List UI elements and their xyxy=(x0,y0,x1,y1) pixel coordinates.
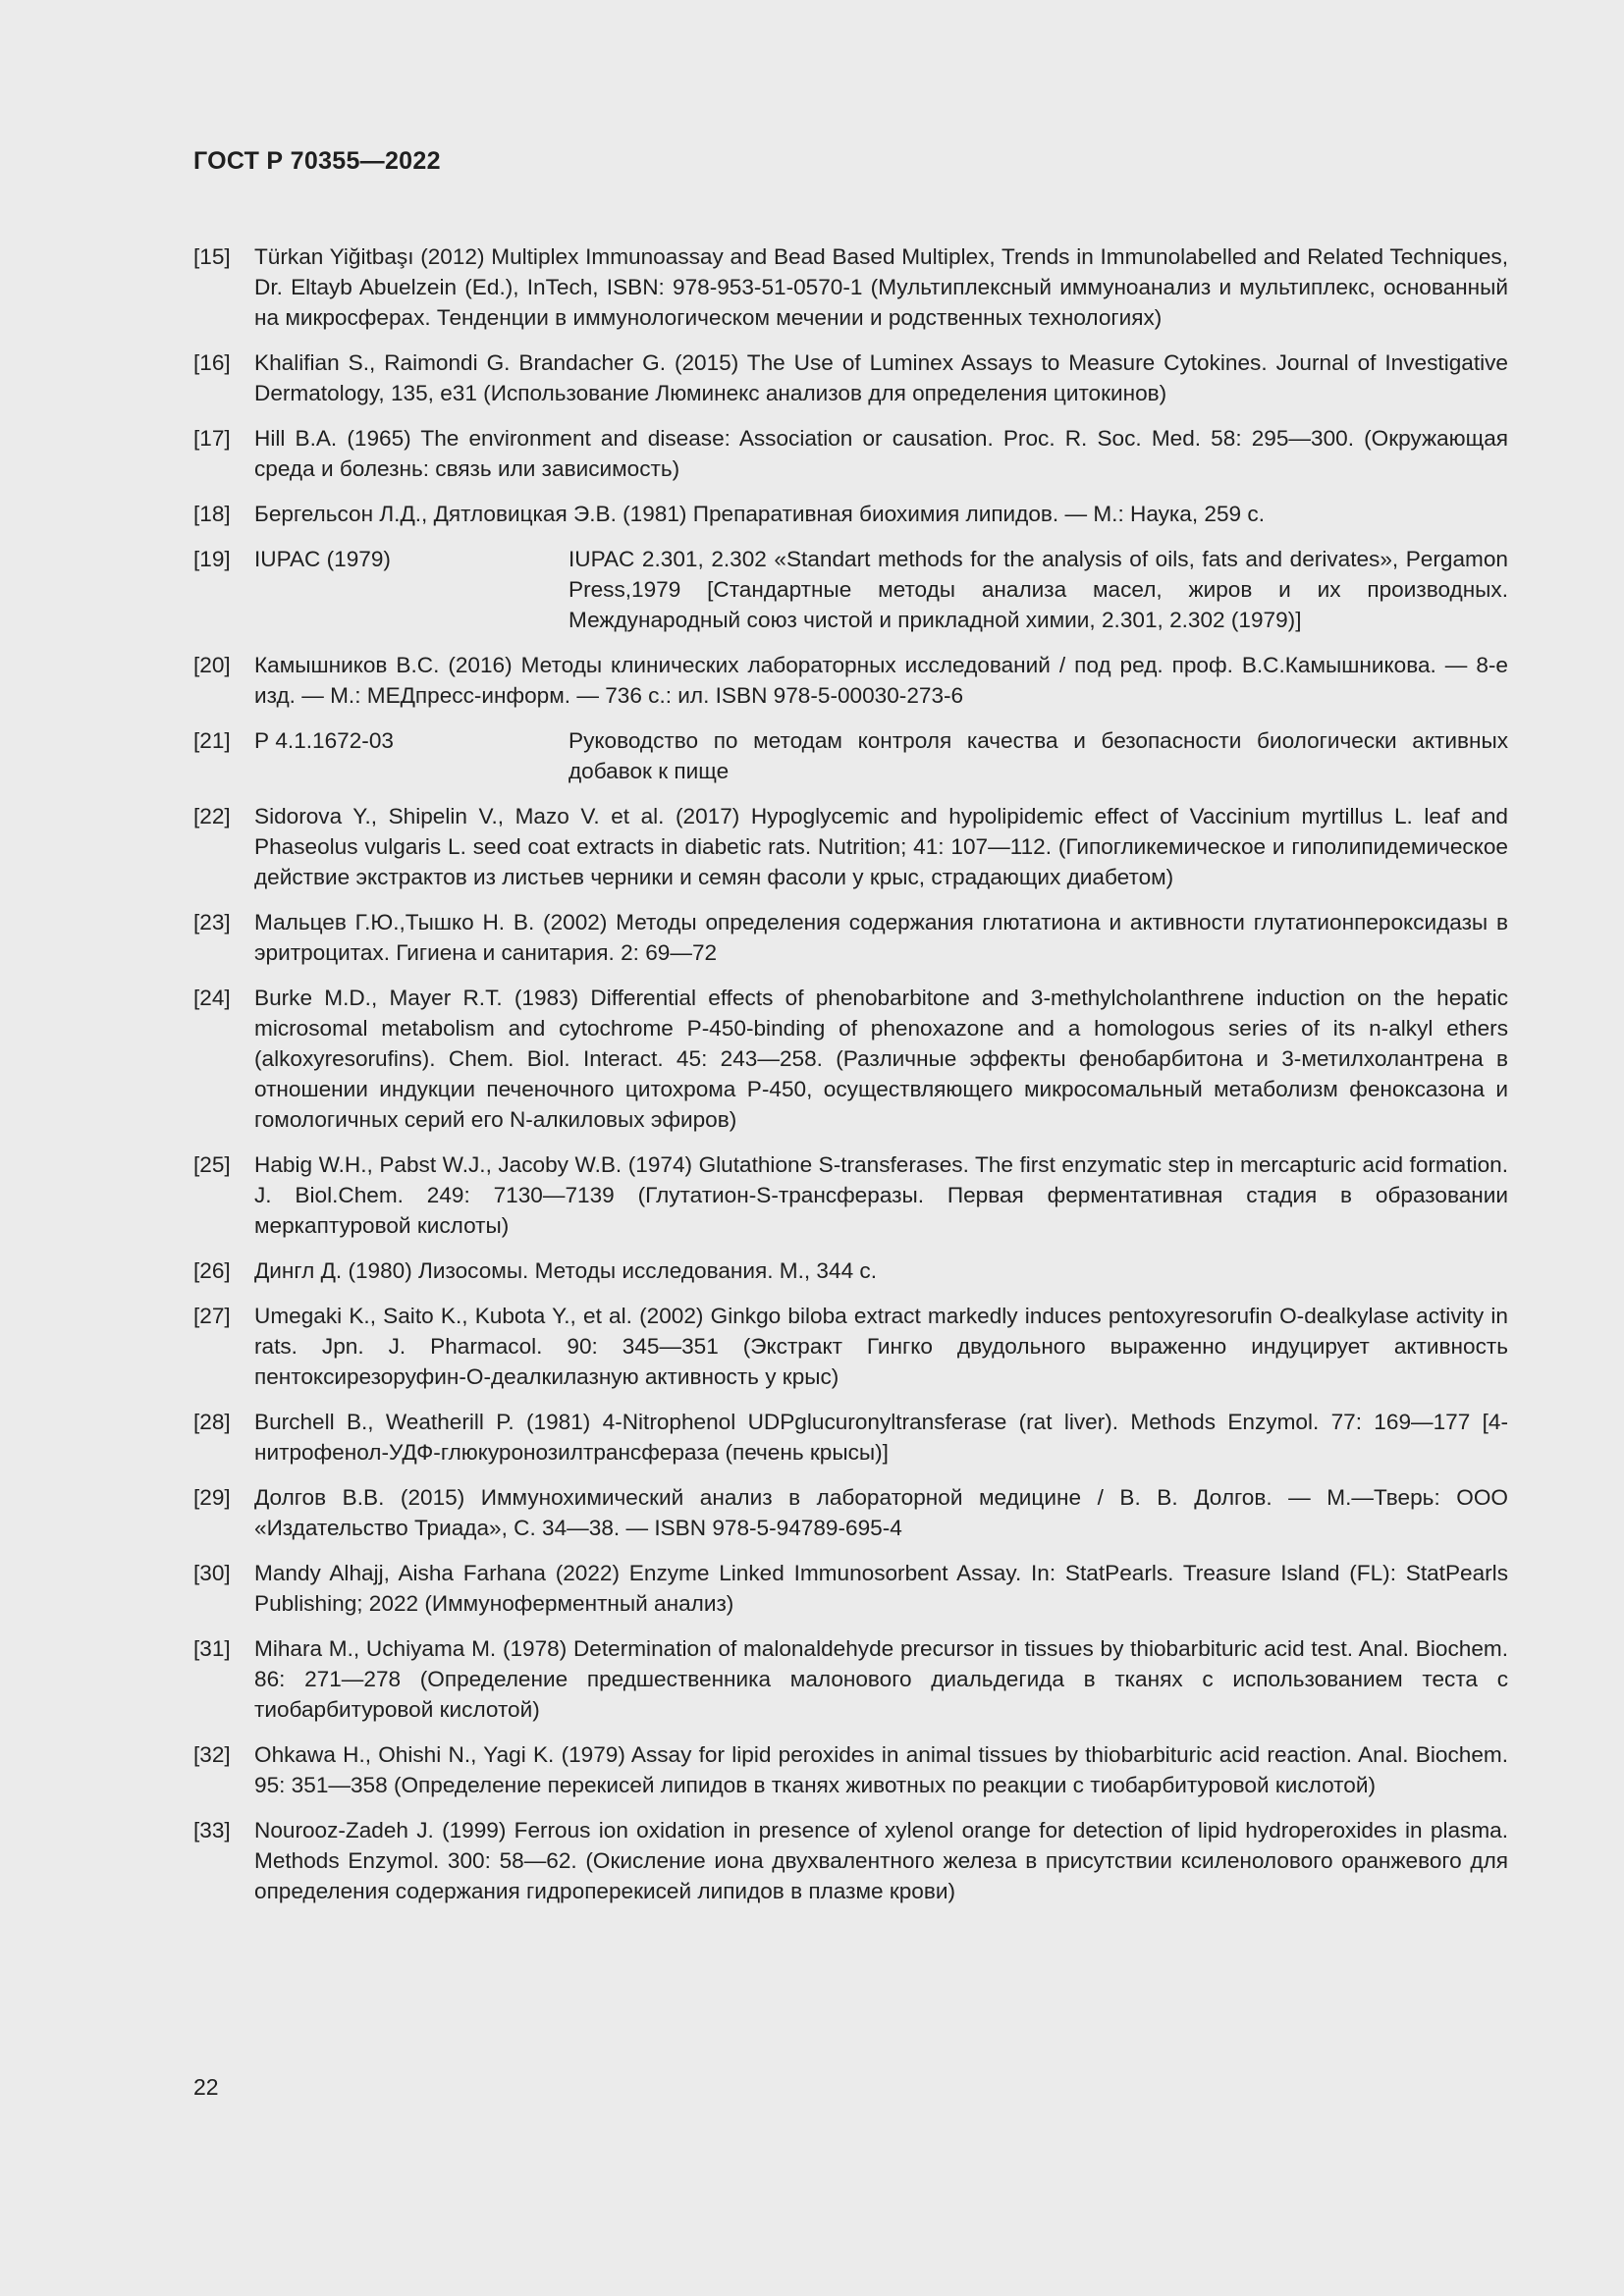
reference-number: [29] xyxy=(193,1485,231,1510)
reference-number: [30] xyxy=(193,1561,231,1585)
reference-number: [23] xyxy=(193,910,231,934)
reference-number: [32] xyxy=(193,1742,231,1767)
document-header: ГОСТ Р 70355—2022 xyxy=(193,147,441,175)
reference-item xyxy=(193,725,1508,786)
reference-item xyxy=(193,1482,1508,1543)
reference-text: Ohkawa H., Ohishi N., Yagi K. (1979) Assay for lipid peroxides in animal tissues by thiobarbituric acid reaction. Anal. Biochem. 95: 351—358 (Определение перекисей липидов в тканях животных по реакции с тиобарбитуровой кислотой) xyxy=(254,1742,1508,1797)
reference-text: Umegaki K., Saito K., Kubota Y., et al. (2002) Ginkgo biloba extract markedly induces pentoxyresorufin O-dealkylase activity in rats. Jpn. J. Pharmacol. 90: 345—351 (Экстракт Гингко двудольного выраженно индуцирует активность пентоксирезоруфин-О-деалкилазную активность у крыс) xyxy=(254,1304,1508,1389)
reference-title: Руководство по методам контроля качества и безопасности биологически активных добавок к пище xyxy=(568,728,1508,783)
reference-number: [28] xyxy=(193,1410,231,1434)
reference-item xyxy=(193,1739,1508,1800)
reference-item xyxy=(193,983,1508,1135)
reference-designation: Р 4.1.1672-03 xyxy=(254,728,394,753)
reference-item xyxy=(193,241,1508,333)
page-number: 22 xyxy=(193,2074,219,2100)
reference-text: Türkan Yiğitbaşı (2012) Multiplex Immunoassay and Bead Based Multiplex, Trends in Immunolabelled and Related Techniques, Dr. Eltayb Abuelzein (Ed.), InTech, ISBN: 978-953-51-0570-1 (Мультиплексный иммуноанализ и мультиплекс, основанный на микросферах. Тенденции в иммунологическом мечении и родственных технологиях) xyxy=(254,244,1508,330)
reference-text: Sidorova Y., Shipelin V., Mazo V. et al. (2017) Hypoglycemic and hypolipidemic effect of Vaccinium myrtillus L. leaf and Phaseolus vulgaris L. seed coat extracts in diabetic rats. Nutrition; 41: 107—112. (Гипогликемическое и гиполипидемическое действие экстрактов из листьев черники и семян фасоли у крыс, страдающих диабетом) xyxy=(254,804,1508,889)
reference-number: [27] xyxy=(193,1304,231,1328)
reference-text: Долгов В.В. (2015) Иммунохимический анализ в лабораторной медицине / В. В. Долгов. — М.—Тверь: ООО «Издательство Триада», С. 34—38. — ISBN 978-5-94789-695-4 xyxy=(254,1485,1508,1540)
reference-text: Habig W.H., Pabst W.J., Jacoby W.B. (1974) Glutathione S-transferases. The first enzymatic step in mercapturic acid formation. J. Biol.Chem. 249: 7130—7139 (Глутатион-S-трансферазы. Первая ферментативная стадия в образовании меркаптуровой кислоты) xyxy=(254,1152,1508,1238)
reference-item xyxy=(193,1558,1508,1619)
reference-item xyxy=(193,1815,1508,1906)
reference-text: Hill B.A. (1965) The environment and disease: Association or causation. Proc. R. Soc. Med. 58: 295—300. (Окружающая среда и болезнь: связь или зависимость) xyxy=(254,426,1508,481)
reference-text: Мальцев Г.Ю.,Тышко Н. В. (2002) Методы определения содержания глютатиона и активности глутатионпероксидазы в эритроцитах. Гигиена и санитария. 2: 69—72 xyxy=(254,910,1508,965)
reference-item xyxy=(193,907,1508,968)
reference-item xyxy=(193,347,1508,408)
reference-number: [31] xyxy=(193,1636,231,1661)
reference-text: Дингл Д. (1980) Лизосомы. Методы исследования. М., 344 с. xyxy=(254,1258,877,1283)
reference-text: Burchell B., Weatherill P. (1981) 4-Nitrophenol UDPglucuronyltransferase (rat liver). Methods Enzymol. 77: 169—177 [4-нитрофенол-УДФ-глюкуронозилтрансфераза (печень крысы)] xyxy=(254,1410,1508,1465)
reference-item xyxy=(193,801,1508,892)
reference-number: [22] xyxy=(193,804,231,828)
reference-text: Mandy Alhajj, Aisha Farhana (2022) Enzyme Linked Immunosorbent Assay. In: StatPearls. Treasure Island (FL): StatPearls Publishing; 2022 (Иммуноферментный анализ) xyxy=(254,1561,1508,1616)
reference-number: [21] xyxy=(193,728,231,753)
reference-number: [15] xyxy=(193,244,231,269)
reference-item xyxy=(193,1301,1508,1392)
reference-text: Nourooz-Zadeh J. (1999) Ferrous ion oxidation in presence of xylenol orange for detection of lipid hydroperoxides in plasma. Methods Enzymol. 300: 58—62. (Окисление иона двухвалентного железа в присутствии ксиленолового оранжевого для определения содержания гидроперекисей липидов в плазме крови) xyxy=(254,1818,1508,1903)
reference-number: [18] xyxy=(193,502,231,526)
reference-number: [19] xyxy=(193,547,231,571)
reference-text: Бергельсон Л.Д., Дятловицкая Э.В. (1981) Препаративная биохимия липидов. — М.: Наука, 259 с. xyxy=(254,502,1265,526)
reference-list xyxy=(193,241,1508,1921)
reference-item xyxy=(193,1149,1508,1241)
reference-title: IUPAC 2.301, 2.302 «Standart methods for the analysis of oils, fats and derivates», Pergamon Press,1979 [Стандартные методы анализа масел, жиров и их производных. Международный союз чистой и прикладной химии, 2.301, 2.302 (1979)] xyxy=(568,547,1508,632)
reference-item xyxy=(193,1407,1508,1468)
reference-number: [17] xyxy=(193,426,231,451)
reference-item xyxy=(193,1255,1508,1286)
reference-number: [25] xyxy=(193,1152,231,1177)
reference-designation: IUPAC (1979) xyxy=(254,547,391,571)
reference-text: Khalifian S., Raimondi G. Brandacher G. (2015) The Use of Luminex Assays to Measure Cytokines. Journal of Investigative Dermatology, 135, e31 (Использование Люминекс анализов для определения цитокинов) xyxy=(254,350,1508,405)
reference-number: [24] xyxy=(193,986,231,1010)
reference-text: Камышников В.С. (2016) Методы клинических лабораторных исследований / под ред. проф. В.С.Камышникова. — 8-е изд. — М.: МЕДпресс-информ. — 736 с.: ил. ISBN 978-5-00030-273-6 xyxy=(254,653,1508,708)
reference-item xyxy=(193,650,1508,711)
reference-item xyxy=(193,544,1508,635)
reference-number: [26] xyxy=(193,1258,231,1283)
reference-number: [16] xyxy=(193,350,231,375)
reference-number: [33] xyxy=(193,1818,231,1842)
reference-text: Burke M.D., Mayer R.T. (1983) Differential effects of phenobarbitone and 3-methylcholanthrene induction on the hepatic microsomal metabolism and cytochrome P-450-binding of phenoxazone and a homologous series of its n-alkyl ethers (alkoxyresorufins). Chem. Biol. Interact. 45: 243—258. (Различные эффекты фенобарбитона и 3-метилхолантрена в отношении индукции печеночного цитохрома Р-450, осуществляющего микросомальный метаболизм феноксазона и гомологичных серий его N-алкиловых эфиров) xyxy=(254,986,1508,1132)
reference-item xyxy=(193,1633,1508,1725)
reference-number: [20] xyxy=(193,653,231,677)
reference-text: Mihara M., Uchiyama M. (1978) Determination of malonaldehyde precursor in tissues by thiobarbituric acid test. Anal. Biochem. 86: 271—278 (Определение предшественника малонового диальдегида в тканях с использованием теста с тиобарбитуровой кислотой) xyxy=(254,1636,1508,1722)
reference-item xyxy=(193,499,1508,529)
reference-item xyxy=(193,423,1508,484)
